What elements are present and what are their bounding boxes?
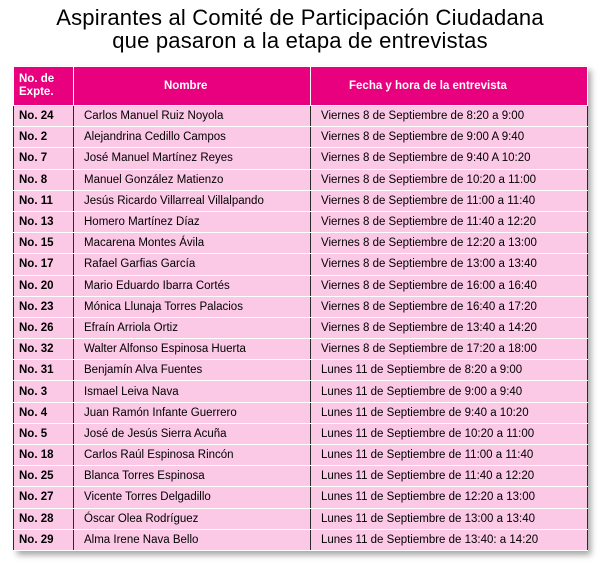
- cell-expediente: No. 29: [14, 529, 74, 550]
- table-row: [14, 423, 588, 444]
- table-row: [14, 106, 588, 127]
- cell-nombre: Jesús Ricardo Villarreal Villalpando: [74, 190, 311, 211]
- cell-fecha: Viernes 8 de Septiembre de 9:40 A 10:20: [311, 148, 588, 169]
- table-row: [14, 445, 588, 466]
- cell-fecha: Lunes 11 de Septiembre de 13:40: a 14:20: [311, 529, 588, 550]
- cell-nombre: Blanca Torres Espinosa: [74, 466, 311, 487]
- table-header-row: [14, 67, 588, 106]
- cell-fecha: Viernes 8 de Septiembre de 12:20 a 13:00: [311, 233, 588, 254]
- cell-expediente: No. 2: [14, 127, 74, 148]
- table-row: [14, 487, 588, 508]
- table-row: [14, 233, 588, 254]
- cell-expediente: No. 5: [14, 423, 74, 444]
- cell-fecha: Lunes 11 de Septiembre de 8:20 a 9:00: [311, 360, 588, 381]
- cell-fecha: Viernes 8 de Septiembre de 13:00 a 13:40: [311, 254, 588, 275]
- cell-expediente: No. 27: [14, 487, 74, 508]
- cell-fecha: Viernes 8 de Septiembre de 13:40 a 14:20: [311, 317, 588, 338]
- cell-fecha: Viernes 8 de Septiembre de 16:40 a 17:20: [311, 296, 588, 317]
- title-line-2: que pasaron a la etapa de entrevistas: [112, 28, 488, 53]
- cell-fecha: Lunes 11 de Septiembre de 11:00 a 11:40: [311, 445, 588, 466]
- cell-fecha: Viernes 8 de Septiembre de 11:40 a 12:20: [311, 211, 588, 232]
- table-row: [14, 190, 588, 211]
- table-row: [14, 360, 588, 381]
- cell-nombre: Alma Irene Nava Bello: [74, 529, 311, 550]
- table-row: [14, 381, 588, 402]
- cell-fecha: Viernes 8 de Septiembre de 11:00 a 11:40: [311, 190, 588, 211]
- table-row: [14, 339, 588, 360]
- cell-expediente: No. 28: [14, 508, 74, 529]
- table-row: [14, 508, 588, 529]
- cell-expediente: No. 18: [14, 445, 74, 466]
- table-row: [14, 466, 588, 487]
- cell-expediente: No. 32: [14, 339, 74, 360]
- cell-fecha: Viernes 8 de Septiembre de 10:20 a 11:00: [311, 169, 588, 190]
- cell-nombre: Carlos Raúl Espinosa Rincón: [74, 445, 311, 466]
- table-row: [14, 254, 588, 275]
- cell-expediente: No. 31: [14, 360, 74, 381]
- cell-fecha: Viernes 8 de Septiembre de 8:20 a 9:00: [311, 106, 588, 127]
- cell-expediente: No. 15: [14, 233, 74, 254]
- table-row: [14, 211, 588, 232]
- cell-nombre: Rafael Garfias García: [74, 254, 311, 275]
- table-row: [14, 127, 588, 148]
- table-row: [14, 275, 588, 296]
- cell-nombre: Carlos Manuel Ruiz Noyola: [74, 106, 311, 127]
- title-line-1: Aspirantes al Comité de Participación Ciudadana: [56, 5, 544, 30]
- cell-expediente: No. 8: [14, 169, 74, 190]
- cell-expediente: No. 20: [14, 275, 74, 296]
- cell-nombre: Juan Ramón Infante Guerrero: [74, 402, 311, 423]
- header-fecha: Fecha y hora de la entrevista: [311, 67, 588, 106]
- cell-nombre: Vicente Torres Delgadillo: [74, 487, 311, 508]
- cell-fecha: Lunes 11 de Septiembre de 13:00 a 13:40: [311, 508, 588, 529]
- cell-nombre: José Manuel Martínez Reyes: [74, 148, 311, 169]
- cell-fecha: Lunes 11 de Septiembre de 9:40 a 10:20: [311, 402, 588, 423]
- cell-expediente: No. 17: [14, 254, 74, 275]
- header-expediente: No. de Expte.: [14, 67, 74, 106]
- cell-nombre: José de Jesús Sierra Acuña: [74, 423, 311, 444]
- cell-fecha: Viernes 8 de Septiembre de 9:00 A 9:40: [311, 127, 588, 148]
- cell-expediente: No. 23: [14, 296, 74, 317]
- cell-nombre: Efraín Arriola Ortiz: [74, 317, 311, 338]
- cell-fecha: Lunes 11 de Septiembre de 12:20 a 13:00: [311, 487, 588, 508]
- table-row: [14, 529, 588, 550]
- cell-nombre: Manuel González Matienzo: [74, 169, 311, 190]
- cell-nombre: Macarena Montes Ávila: [74, 233, 311, 254]
- cell-nombre: Mario Eduardo Ibarra Cortés: [74, 275, 311, 296]
- cell-nombre: Óscar Olea Rodríguez: [74, 508, 311, 529]
- cell-fecha: Lunes 11 de Septiembre de 9:00 a 9:40: [311, 381, 588, 402]
- cell-expediente: No. 13: [14, 211, 74, 232]
- page-title: [0, 0, 600, 52]
- cell-expediente: No. 7: [14, 148, 74, 169]
- cell-nombre: Ismael Leiva Nava: [74, 381, 311, 402]
- cell-expediente: No. 11: [14, 190, 74, 211]
- cell-nombre: Alejandrina Cedillo Campos: [74, 127, 311, 148]
- cell-nombre: Mónica Llunaja Torres Palacios: [74, 296, 311, 317]
- cell-nombre: Walter Alfonso Espinosa Huerta: [74, 339, 311, 360]
- cell-fecha: Viernes 8 de Septiembre de 17:20 a 18:00: [311, 339, 588, 360]
- cell-fecha: Viernes 8 de Septiembre de 16:00 a 16:40: [311, 275, 588, 296]
- cell-expediente: No. 25: [14, 466, 74, 487]
- interview-table: [13, 66, 588, 551]
- cell-expediente: No. 4: [14, 402, 74, 423]
- table-row: [14, 169, 588, 190]
- table-row: [14, 296, 588, 317]
- cell-nombre: Benjamín Alva Fuentes: [74, 360, 311, 381]
- header-nombre: Nombre: [74, 67, 311, 106]
- table-body: [14, 106, 588, 551]
- cell-fecha: Lunes 11 de Septiembre de 10:20 a 11:00: [311, 423, 588, 444]
- cell-fecha: Lunes 11 de Septiembre de 11:40 a 12:20: [311, 466, 588, 487]
- cell-expediente: No. 24: [14, 106, 74, 127]
- table-row: [14, 402, 588, 423]
- cell-nombre: Homero Martínez Díaz: [74, 211, 311, 232]
- table-row: [14, 148, 588, 169]
- cell-expediente: No. 3: [14, 381, 74, 402]
- table-row: [14, 317, 588, 338]
- cell-expediente: No. 26: [14, 317, 74, 338]
- interview-table-container: [13, 66, 587, 551]
